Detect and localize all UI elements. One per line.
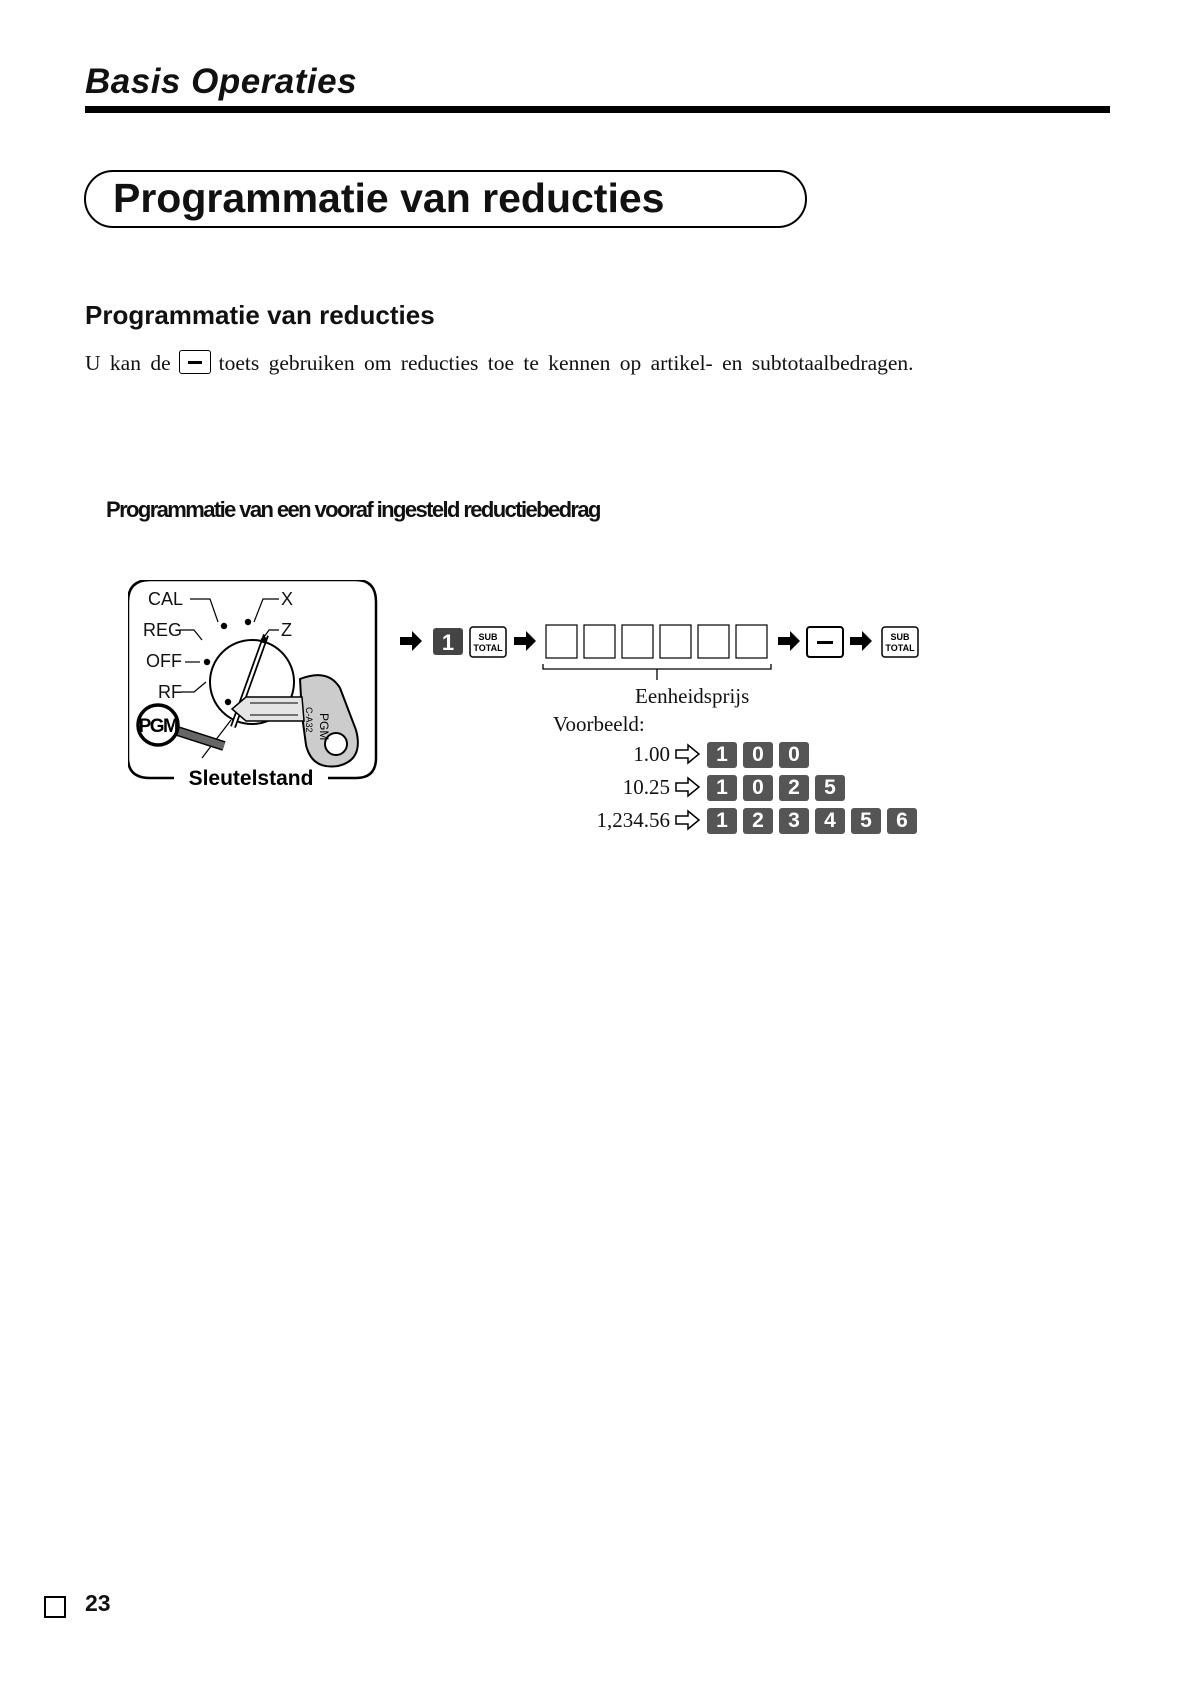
position-label-rf: RF	[158, 682, 182, 702]
digit-key: 5	[851, 808, 881, 834]
digit-key: 0	[743, 742, 773, 768]
hollow-arrow-icon	[675, 743, 701, 765]
digit-key: 0	[779, 742, 809, 768]
digit-key: 1	[707, 742, 737, 768]
minus-key-icon	[179, 350, 211, 374]
key-tag-model: C-A32	[304, 707, 314, 733]
digit-key: 4	[815, 808, 845, 834]
intro-text-end: toets gebruiken om reducties toe te kennen op artikel- en subtotaalbedragen.	[218, 351, 914, 375]
example-value: 10.25	[622, 775, 670, 799]
position-label-cal: CAL	[148, 589, 184, 609]
mode-key-diagram	[128, 580, 378, 800]
procedure-heading: Programmatie van een vooraf ingesteld reductiebedrag	[106, 497, 600, 522]
digit-key: 3	[779, 808, 809, 834]
example-row	[540, 775, 920, 801]
page-marker-icon	[44, 1596, 66, 1618]
digit-key: 6	[887, 808, 917, 834]
subtotal-key-icon	[470, 627, 506, 657]
position-label-reg: REG	[143, 620, 183, 640]
digit-key: 1	[707, 775, 737, 801]
minus-key-icon	[807, 627, 843, 657]
example-value: 1.00	[633, 742, 670, 766]
hollow-arrow-icon	[675, 776, 701, 798]
price-entry-boxes	[546, 625, 767, 658]
position-label-off: OFF	[146, 651, 182, 671]
intro-paragraph	[85, 350, 914, 376]
hollow-arrow-icon	[675, 809, 701, 831]
digit-key: 5	[815, 775, 845, 801]
unit-price-brace	[543, 664, 771, 680]
section-rule	[85, 106, 1110, 113]
key-sequence-diagram	[400, 620, 1000, 684]
intro-text-start: U kan de	[85, 351, 171, 375]
subtotal-key-icon	[882, 627, 918, 657]
example-keys	[707, 775, 845, 801]
position-label-z: Z	[281, 620, 292, 640]
flow-arrow-icon	[850, 631, 872, 651]
pgm-position-label: PGM	[138, 716, 178, 737]
subtotal-key-bottom-label: TOTAL	[885, 643, 915, 653]
sub-heading: Programmatie van reducties	[85, 300, 435, 330]
flow-arrow-icon	[514, 631, 536, 651]
mode-switch-illustration	[128, 580, 378, 795]
digit-key: 2	[779, 775, 809, 801]
page-title: Programmatie van reducties	[113, 175, 665, 221]
digit-key: 1	[707, 808, 737, 834]
unit-price-label: Eenheidsprijs	[635, 684, 750, 708]
key-diagram-caption: Sleutelstand	[188, 767, 314, 790]
section-title: Basis Operaties	[85, 62, 358, 101]
page-number: 23	[85, 1590, 111, 1616]
number-key-1-label: 1	[441, 630, 455, 655]
key-sequence-flow	[400, 620, 1000, 689]
flow-arrow-icon	[400, 631, 422, 651]
subtotal-key-top-label: SUB	[890, 632, 910, 642]
subtotal-key-bottom-label: TOTAL	[473, 643, 503, 653]
subtotal-key-top-label: SUB	[478, 632, 498, 642]
example-keys	[707, 808, 917, 834]
example-value: 1,234.56	[596, 808, 670, 832]
position-label-x: X	[281, 589, 294, 609]
example-keys	[707, 742, 809, 768]
example-row	[540, 742, 920, 768]
digit-key: 0	[743, 775, 773, 801]
example-row	[540, 808, 920, 834]
key-tag-pgm: PGM	[317, 713, 331, 741]
digit-key: 2	[743, 808, 773, 834]
flow-arrow-icon	[778, 631, 800, 651]
example-label: Voorbeeld:	[553, 712, 645, 736]
